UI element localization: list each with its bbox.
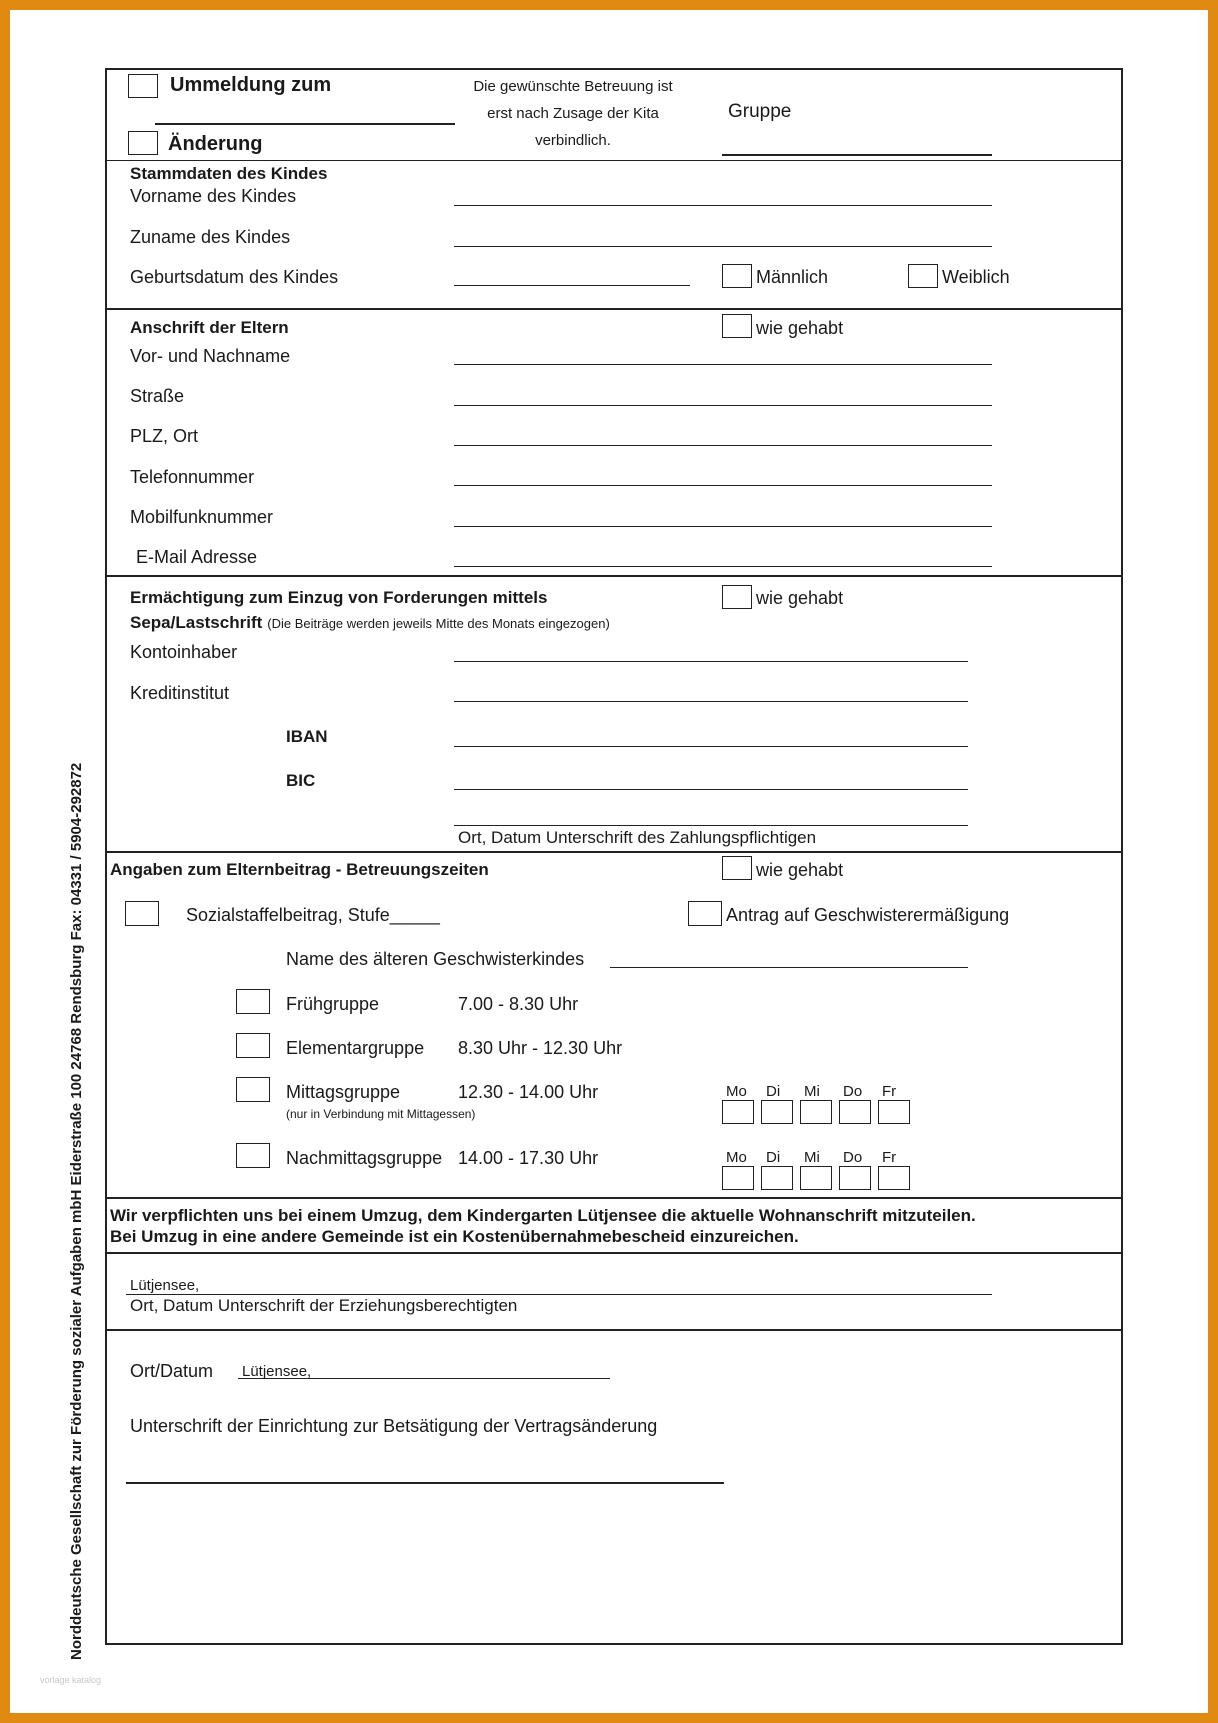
mittag-day-do-checkbox[interactable]	[839, 1100, 871, 1124]
bic-label: BIC	[286, 771, 316, 790]
form-page	[10, 10, 1208, 1713]
erziehung-label: Ort, Datum Unterschrift der Erziehungsberechtigten	[130, 1296, 518, 1315]
einrichtung-signature-field[interactable]	[126, 1452, 724, 1482]
strasse-line	[454, 405, 992, 406]
kreditinstitut-line	[454, 701, 968, 702]
aenderung-checkbox[interactable]	[128, 131, 158, 155]
notice-line-1: Die gewünschte Betreuung ist	[473, 78, 673, 95]
plz-ort-line	[454, 445, 992, 446]
anschrift-separator	[105, 575, 1123, 577]
header-separator	[105, 160, 1123, 161]
telefon-label: Telefonnummer	[130, 467, 255, 487]
name-field[interactable]	[454, 334, 992, 364]
beitrag-title: Angaben zum Elternbeitrag - Betreuungszeiten	[110, 860, 489, 879]
fruehgruppe-label: Frühgruppe	[286, 994, 380, 1014]
mobil-field[interactable]	[454, 496, 992, 526]
mittag-day-fr-checkbox[interactable]	[878, 1100, 910, 1124]
iban-field[interactable]	[454, 716, 968, 746]
sidebar-company-text: Norddeutsche Gesellschaft zur Förderung sozialer Aufgaben mbH Eiderstraße 100 24768 Rendsburg Fax: 04331 / 5904-292872	[68, 762, 85, 1660]
nachmittagsgruppe-label: Nachmittagsgruppe	[286, 1148, 443, 1168]
gruppe-line	[722, 154, 992, 156]
nachmittag-day-mi-label: Mi	[804, 1149, 820, 1166]
elementargruppe-time: 8.30 Uhr - 12.30 Uhr	[458, 1038, 623, 1058]
mittag-day-di-checkbox[interactable]	[761, 1100, 793, 1124]
mobil-label: Mobilfunknummer	[130, 507, 274, 527]
vorname-field[interactable]	[454, 175, 992, 205]
bic-line	[454, 789, 968, 790]
sozialstaffel-checkbox[interactable]	[125, 901, 159, 926]
zuname-line	[454, 246, 992, 247]
watermark: vorlage katalog	[40, 1675, 102, 1685]
mittag-day-do-label: Do	[843, 1083, 863, 1100]
erziehung-ort-value: Lütjensee,	[130, 1277, 200, 1294]
iban-line	[454, 746, 968, 747]
sepa-signature-line	[454, 825, 968, 826]
email-field[interactable]	[454, 536, 992, 566]
mittag-day-fr-label: Fr	[882, 1083, 897, 1100]
beitrag-wie-gehabt-checkbox[interactable]	[722, 856, 752, 880]
strasse-label: Straße	[130, 386, 185, 406]
mittagsgruppe-time: 12.30 - 14.00 Uhr	[458, 1082, 599, 1102]
kreditinstitut-label: Kreditinstitut	[130, 683, 230, 703]
maennlich-label: Männlich	[756, 267, 829, 287]
mittagsgruppe-label: Mittagsgruppe	[286, 1082, 401, 1102]
kontoinhaber-field[interactable]	[454, 631, 968, 661]
erziehung-signature-line	[126, 1294, 992, 1295]
stammdaten-separator	[105, 308, 1123, 310]
nachmittag-day-mo-checkbox[interactable]	[722, 1166, 754, 1190]
form-frame	[105, 68, 1123, 1645]
weiblich-label: Weiblich	[942, 267, 1010, 287]
anschrift-title: Anschrift der Eltern	[130, 318, 289, 337]
aenderung-label: Änderung	[168, 133, 263, 155]
nachmittagsgruppe-time: 14.00 - 17.30 Uhr	[458, 1148, 599, 1168]
geburtsdatum-line	[454, 285, 690, 286]
geschwister-name-line	[610, 967, 968, 968]
fruehgruppe-checkbox[interactable]	[236, 989, 270, 1014]
nachmittag-day-fr-checkbox[interactable]	[878, 1166, 910, 1190]
sepa-signature-label: Ort, Datum Unterschrift des Zahlungspflichtigen	[458, 828, 817, 847]
iban-label: IBAN	[286, 727, 328, 746]
beitrag-wie-gehabt-label: wie gehabt	[756, 860, 844, 880]
fruehgruppe-time: 7.00 - 8.30 Uhr	[458, 994, 579, 1014]
geschwister-name-label: Name des älteren Geschwisterkindes	[286, 949, 585, 969]
mittag-day-mo-label: Mo	[726, 1083, 747, 1100]
zuname-field[interactable]	[454, 216, 992, 246]
bic-field[interactable]	[454, 759, 968, 789]
name-label: Vor- und Nachname	[130, 346, 291, 366]
sepa-title-line1: Ermächtigung zum Einzug von Forderungen mittels	[130, 588, 548, 607]
plz-ort-label: PLZ, Ort	[130, 426, 199, 446]
geschwister-name-field[interactable]	[610, 937, 968, 967]
erziehung-separator	[105, 1329, 1123, 1331]
mittag-day-mi-label: Mi	[804, 1083, 820, 1100]
telefon-field[interactable]	[454, 455, 992, 485]
gruppe-field[interactable]	[722, 123, 992, 153]
nachmittagsgruppe-checkbox[interactable]	[236, 1143, 270, 1168]
geburtsdatum-label: Geburtsdatum des Kindes	[130, 267, 339, 287]
geschwister-label: Antrag auf Geschwisterermäßigung	[726, 905, 1010, 925]
einrichtung-signature-line	[126, 1482, 724, 1484]
nachmittag-day-do-checkbox[interactable]	[839, 1166, 871, 1190]
vorname-line	[454, 205, 992, 206]
sepa-signature-field[interactable]	[454, 795, 968, 825]
name-line	[454, 364, 992, 365]
sepa-note: (Die Beiträge werden jeweils Mitte des Monats eingezogen)	[267, 616, 610, 631]
nachmittag-day-mi-checkbox[interactable]	[800, 1166, 832, 1190]
kontoinhaber-label: Kontoinhaber	[130, 642, 238, 662]
mittagsgruppe-note: (nur in Verbindung mit Mittagessen)	[286, 1107, 476, 1121]
sozialstaffel-label: Sozialstaffelbeitrag, Stufe_____	[186, 905, 440, 925]
sepa-title-line2-wrap	[130, 613, 610, 631]
elementargruppe-label: Elementargruppe	[286, 1038, 425, 1058]
verpflichtung-line2: Bei Umzug in eine andere Gemeinde ist ein Kostenübernahmebescheid einzureichen.	[110, 1227, 799, 1246]
sepa-title-line2: Sepa/Lastschrift	[130, 613, 263, 632]
nachmittag-day-di-label: Di	[766, 1149, 781, 1166]
geschwister-checkbox[interactable]	[688, 901, 722, 926]
einrichtung-ort-datum-line	[238, 1378, 610, 1379]
sepa-separator	[105, 851, 1123, 853]
mittagsgruppe-checkbox[interactable]	[236, 1077, 270, 1102]
nachmittag-day-do-label: Do	[843, 1149, 863, 1166]
notice-line-2: erst nach Zusage der Kita	[487, 105, 659, 122]
mittag-day-mo-checkbox[interactable]	[722, 1100, 754, 1124]
vorname-label: Vorname des Kindes	[130, 186, 297, 206]
email-line	[454, 566, 992, 567]
notice-line-3: verbindlich.	[535, 132, 611, 149]
einrichtung-ort-datum-field[interactable]	[238, 1348, 610, 1378]
verpflichtung-line1: Wir verpflichten uns bei einem Umzug, dem Kindergarten Lütjensee die aktuelle Wohnanschrift mitzuteilen.	[110, 1206, 976, 1225]
einrichtung-unterschrift-label: Unterschrift der Einrichtung zur Betsätigung der Vertragsänderung	[130, 1416, 658, 1436]
gruppe-label: Gruppe	[728, 101, 792, 122]
sepa-wie-gehabt-checkbox[interactable]	[722, 585, 752, 609]
elementargruppe-checkbox[interactable]	[236, 1033, 270, 1058]
maennlich-checkbox[interactable]	[722, 264, 752, 288]
sepa-wie-gehabt-label: wie gehabt	[756, 588, 844, 608]
strasse-field[interactable]	[454, 375, 992, 405]
einrichtung-ort-value: Lütjensee,	[242, 1363, 312, 1380]
plz-ort-field[interactable]	[454, 415, 992, 445]
mittag-day-di-label: Di	[766, 1083, 781, 1100]
nachmittag-day-fr-label: Fr	[882, 1149, 897, 1166]
kontoinhaber-line	[454, 661, 968, 662]
anschrift-wie-gehabt-label: wie gehabt	[756, 318, 844, 338]
weiblich-checkbox[interactable]	[908, 264, 938, 288]
ummeldung-label: Ummeldung zum	[170, 74, 332, 96]
geburtsdatum-field[interactable]	[454, 255, 690, 285]
stammdaten-title: Stammdaten des Kindes	[130, 164, 328, 183]
kreditinstitut-field[interactable]	[454, 671, 968, 701]
telefon-line	[454, 485, 992, 486]
ummeldung-line	[155, 123, 455, 125]
mittag-day-mi-checkbox[interactable]	[800, 1100, 832, 1124]
erziehung-signature-field[interactable]	[126, 1264, 992, 1294]
nachmittag-day-di-checkbox[interactable]	[761, 1166, 793, 1190]
nachmittag-day-mo-label: Mo	[726, 1149, 747, 1166]
zuname-label: Zuname des Kindes	[130, 227, 291, 247]
verpflichtung-separator	[105, 1252, 1123, 1254]
einrichtung-ort-datum-label: Ort/Datum	[130, 1361, 214, 1381]
ummeldung-checkbox[interactable]	[128, 74, 158, 98]
email-label: E-Mail Adresse	[136, 547, 258, 567]
beitrag-separator	[105, 1197, 1123, 1199]
mobil-line	[454, 526, 992, 527]
